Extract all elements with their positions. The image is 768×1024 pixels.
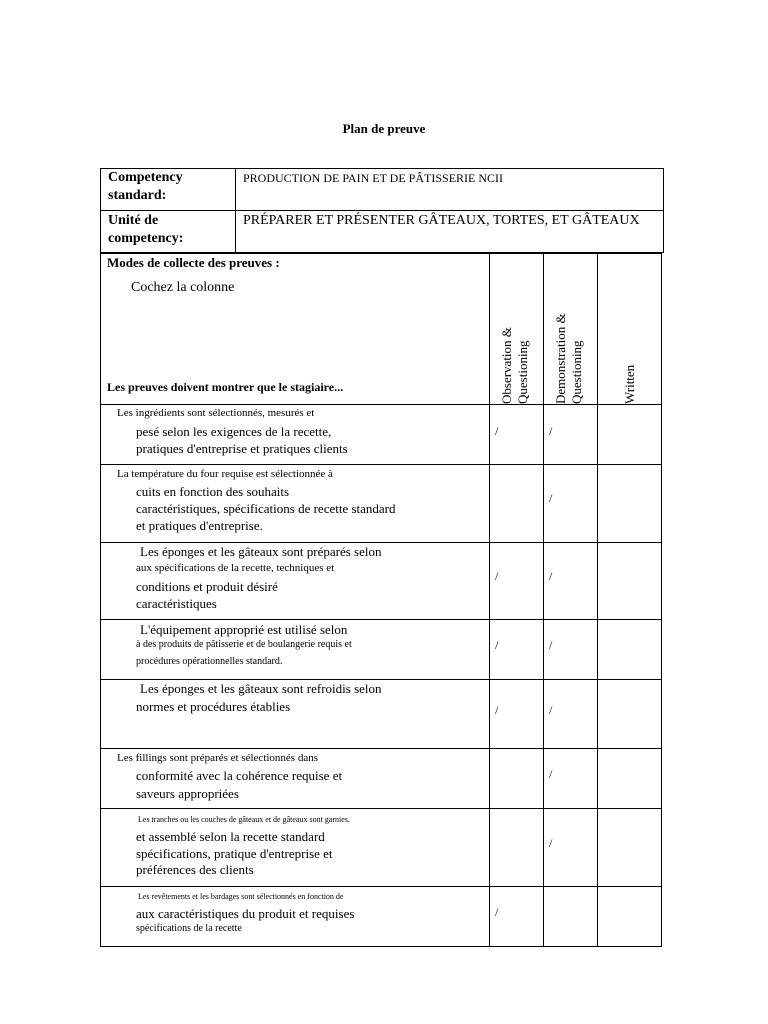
evidence-row-3-line-3: conditions et produit désiré [136,579,278,594]
column-header-observation: Observation & Questioning [499,327,530,404]
evidence-row-1-line-2: pesé selon les exigences de la recette, [136,424,332,439]
evidence-row-6-line-3: saveurs appropriées [136,786,239,801]
col-divider-2 [543,253,544,947]
methods-heading: Modes de collecte des preuves : [107,255,280,270]
competency-label: Competency standard: [108,170,183,203]
row-divider [100,679,662,680]
document-title: Plan de preuve [342,121,426,136]
row-5-observation-mark: / [495,703,499,717]
row-1-observation-mark: / [495,424,499,438]
evidence-row-3-line-2: aux spécifications de la recette, techniques et [136,562,335,574]
column-instruction [131,279,234,297]
evidence-row-8-line-3: spécifications de la recette [136,923,242,934]
evidence-row-8-line-2: aux caractéristiques du produit et requises [136,906,355,921]
evidence-heading: Les preuves doivent montrer que le stagiaire... [107,380,344,394]
evidence-row-5-line-2: normes et procédures établies [136,699,291,714]
evidence-row-7-line-1: Les tranches ou les couches de gâteaux et de gâteaux sont garnies. [138,815,350,824]
evidence-row-2-line-3: caractéristiques, spécifications de recette standard [136,501,396,516]
evidence-row-6-line-2: conformité avec la cohérence requise et [136,768,343,783]
row-3-observation-mark: / [495,569,499,583]
row-4-demonstration-mark: / [549,638,553,652]
evidence-row-2-line-1: La température du four requise est sélectionnée à [117,468,333,480]
header-row-divider [100,210,664,211]
evidence-row-4-line-1: L'équipement approprié est utilisé selon [140,622,348,637]
evidence-row-7-line-3: spécifications, pratique d'entreprise et [136,846,333,861]
row-divider [100,619,662,620]
row-1-demonstration-mark: / [549,424,553,438]
row-8-observation-mark: / [495,905,499,919]
evidence-row-1-line-1: Les ingrédients sont sélectionnés, mesurés et [117,407,315,419]
row-divider [100,808,662,809]
column-header-demonstration: Demonstration & Questioning [553,313,584,404]
unit-label: Unité de competency: [108,213,184,246]
row-4-observation-mark: / [495,638,499,652]
evidence-row-8-line-1: Les revêtements et les bardages sont sélectionnés en fonction de [138,892,344,901]
evidence-row-2-line-4: et pratiques d'entreprise. [136,518,263,533]
unit-value: PRÉPARER ET PRÉSENTER GÂTEAUX, TORTES, ET GÂTEAUX [243,213,640,228]
competency-value: PRODUCTION DE PAIN ET DE PÂTISSERIE NCII [243,171,504,185]
column-header-written: Written [622,364,637,404]
row-divider [100,886,662,887]
evidence-row-6-line-1: Les fillings sont préparés et sélectionnés dans [117,752,319,764]
evidence-row-4-line-2: à des produits de pâtisserie et de boulangerie requis et [136,639,352,650]
evidence-row-2-line-2: cuits en fonction des souhaits [136,484,290,499]
evidence-row-7-line-2: et assemblé selon la recette standard [136,829,325,844]
row-7-demonstration-mark: / [549,836,553,850]
evidence-row-3-line-1: Les éponges et les gâteaux sont préparés selon [140,544,382,559]
col-divider-3 [597,253,598,947]
evidence-row-3-line-4: caractéristiques [136,596,217,611]
row-divider [100,748,662,749]
row-2-demonstration-mark: / [549,491,553,505]
row-divider [100,542,662,543]
evidence-row-5-line-1: Les éponges et les gâteaux sont refroidis selon [140,681,382,696]
instruction-text: Cochez la colonne [131,280,235,295]
row-divider [100,464,662,465]
row-5-demonstration-mark: / [549,703,553,717]
evidence-row-1-line-3: pratiques d'entreprise et pratiques clients [136,441,348,456]
row-6-demonstration-mark: / [549,767,553,781]
evidence-row-4-line-3: procédures opérationnelles standard. [136,656,283,667]
row-3-demonstration-mark: / [549,569,553,583]
evidence-row-7-line-4: préférences des clients [136,862,254,877]
row-divider [100,404,662,405]
col-divider-1 [489,253,490,947]
